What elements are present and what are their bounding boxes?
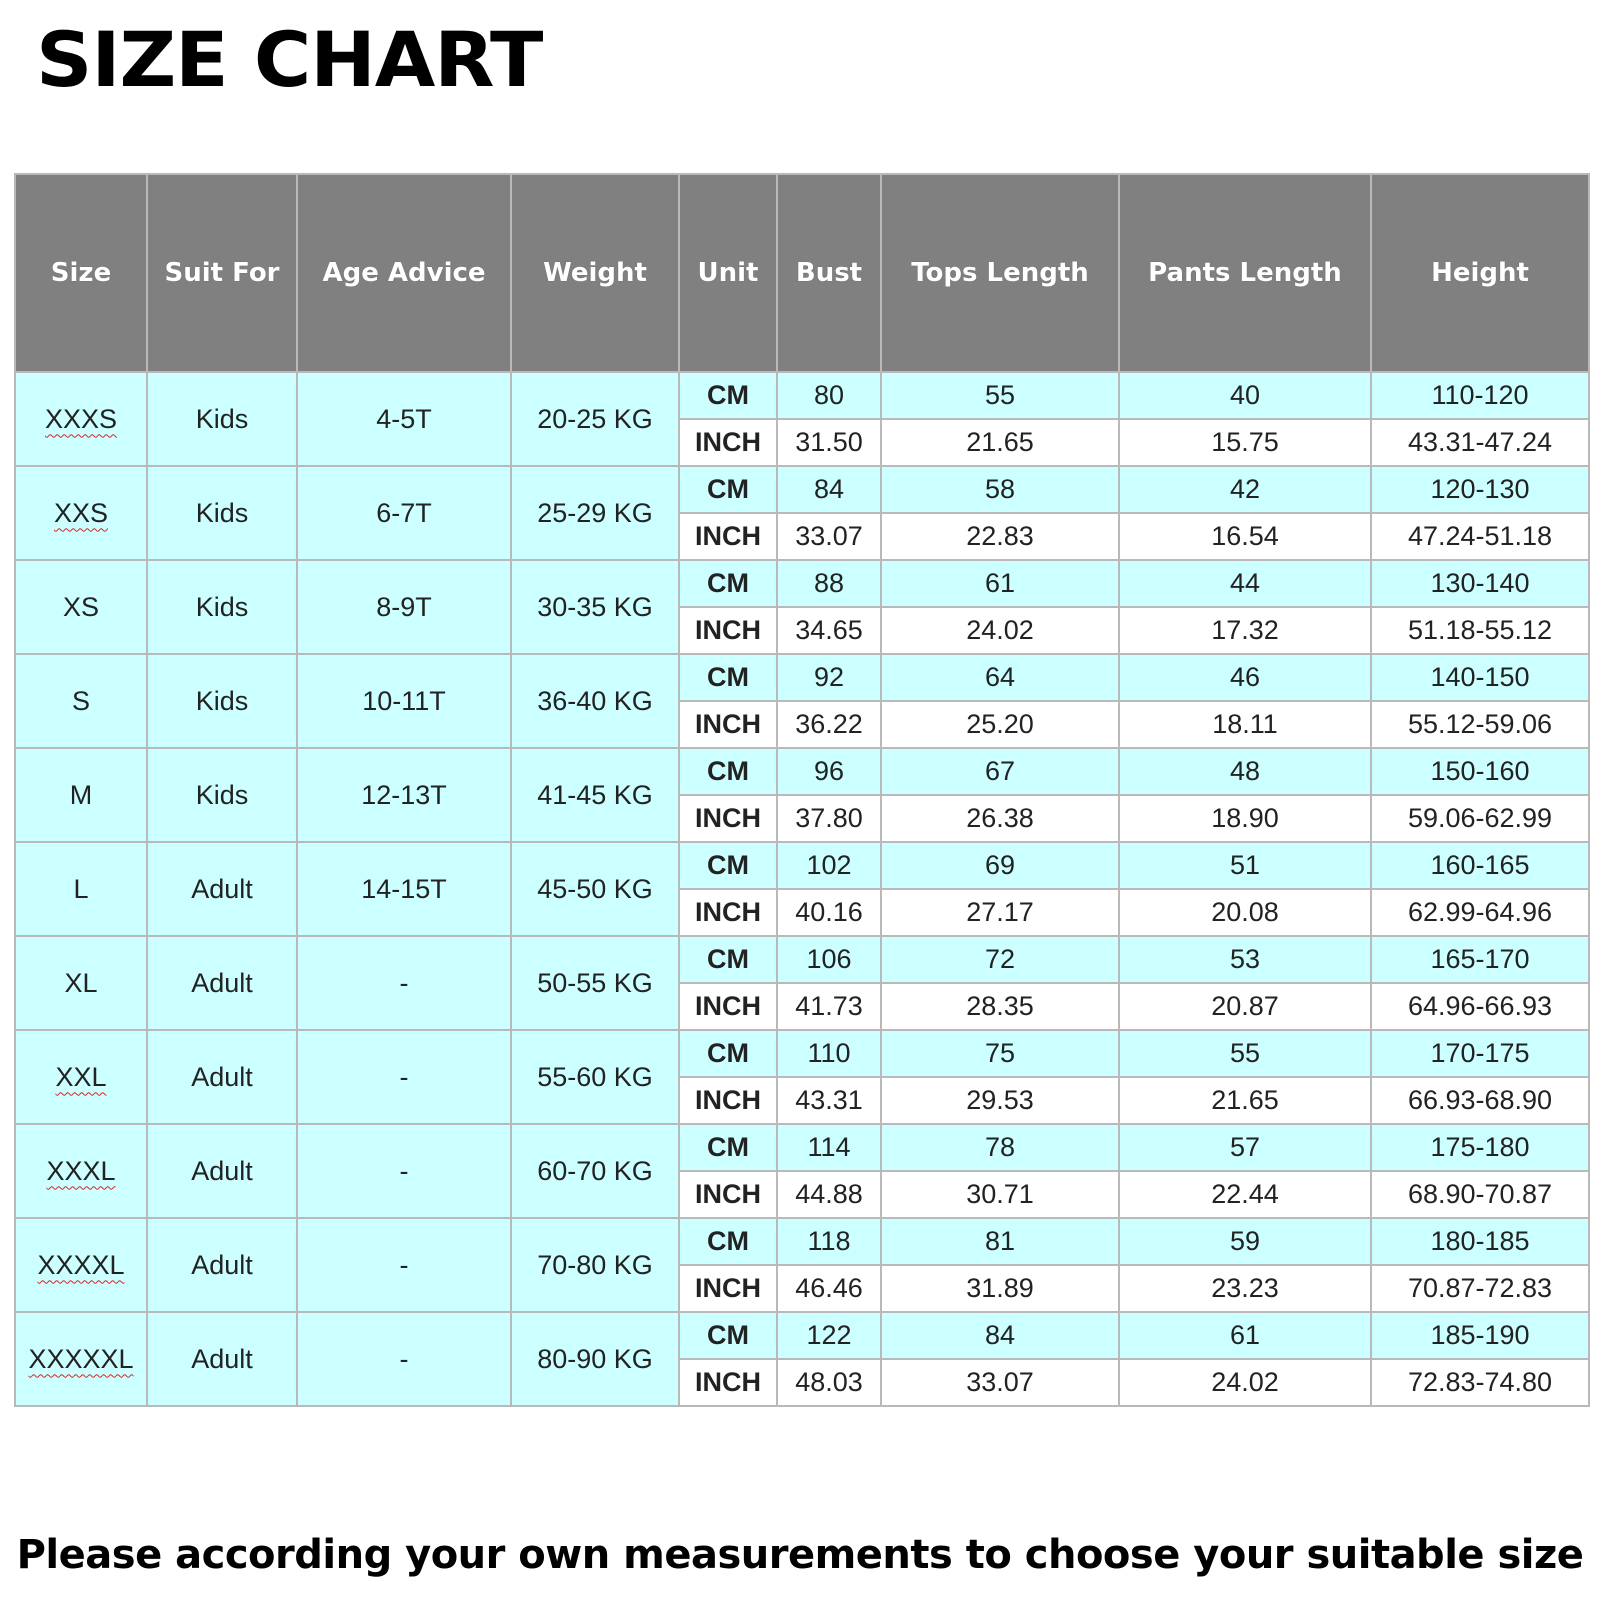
size-label: XXXS	[44, 403, 118, 434]
table-header-row	[15, 174, 1589, 372]
size-cell	[15, 1124, 147, 1218]
unit-cell-cm: CM	[679, 748, 777, 795]
column-header-tops-length: Tops Length	[881, 174, 1119, 372]
bust-cell: 36.22	[777, 701, 881, 748]
bust-cell: 40.16	[777, 889, 881, 936]
height-cell: 120-130	[1371, 466, 1589, 513]
bust-cell: 102	[777, 842, 881, 889]
size-cell	[15, 372, 147, 466]
tops-length-cell: 64	[881, 654, 1119, 701]
pants-length-cell: 53	[1119, 936, 1371, 983]
age-advice-cell: -	[297, 1218, 511, 1312]
tops-length-cell: 75	[881, 1030, 1119, 1077]
table-row-cm	[15, 372, 1589, 419]
height-cell: 185-190	[1371, 1312, 1589, 1359]
pants-length-cell: 42	[1119, 466, 1371, 513]
column-header-weight: Weight	[511, 174, 679, 372]
size-label: M	[69, 779, 93, 810]
column-header-suit-for: Suit For	[147, 174, 297, 372]
pants-length-cell: 44	[1119, 560, 1371, 607]
age-advice-cell: 12-13T	[297, 748, 511, 842]
pants-length-cell: 22.44	[1119, 1171, 1371, 1218]
size-cell	[15, 1218, 147, 1312]
size-label: XS	[62, 591, 100, 622]
bust-cell: 106	[777, 936, 881, 983]
age-advice-cell: -	[297, 1030, 511, 1124]
table-row-cm	[15, 1218, 1589, 1265]
tops-length-cell: 58	[881, 466, 1119, 513]
bust-cell: 34.65	[777, 607, 881, 654]
unit-cell-inch: INCH	[679, 701, 777, 748]
age-advice-cell: -	[297, 936, 511, 1030]
weight-cell: 45-50 KG	[511, 842, 679, 936]
tops-length-cell: 30.71	[881, 1171, 1119, 1218]
unit-cell-inch: INCH	[679, 795, 777, 842]
height-cell: 62.99-64.96	[1371, 889, 1589, 936]
height-cell: 180-185	[1371, 1218, 1589, 1265]
pants-length-cell: 20.87	[1119, 983, 1371, 1030]
tops-length-cell: 25.20	[881, 701, 1119, 748]
weight-cell: 70-80 KG	[511, 1218, 679, 1312]
pants-length-cell: 15.75	[1119, 419, 1371, 466]
unit-cell-cm: CM	[679, 1030, 777, 1077]
bust-cell: 96	[777, 748, 881, 795]
suit-for-cell: Kids	[147, 372, 297, 466]
pants-length-cell: 24.02	[1119, 1359, 1371, 1406]
pants-length-cell: 46	[1119, 654, 1371, 701]
weight-cell: 25-29 KG	[511, 466, 679, 560]
tops-length-cell: 81	[881, 1218, 1119, 1265]
pants-length-cell: 40	[1119, 372, 1371, 419]
table-row-cm	[15, 466, 1589, 513]
height-cell: 64.96-66.93	[1371, 983, 1589, 1030]
height-cell: 47.24-51.18	[1371, 513, 1589, 560]
unit-cell-cm: CM	[679, 654, 777, 701]
table-row-cm	[15, 560, 1589, 607]
height-cell: 51.18-55.12	[1371, 607, 1589, 654]
size-cell	[15, 748, 147, 842]
pants-length-cell: 18.90	[1119, 795, 1371, 842]
tops-length-cell: 61	[881, 560, 1119, 607]
tops-length-cell: 72	[881, 936, 1119, 983]
unit-cell-cm: CM	[679, 842, 777, 889]
tops-length-cell: 29.53	[881, 1077, 1119, 1124]
bust-cell: 92	[777, 654, 881, 701]
tops-length-cell: 67	[881, 748, 1119, 795]
unit-cell-cm: CM	[679, 466, 777, 513]
unit-cell-cm: CM	[679, 936, 777, 983]
unit-cell-cm: CM	[679, 1312, 777, 1359]
age-advice-cell: 8-9T	[297, 560, 511, 654]
table-body	[15, 372, 1589, 1406]
pants-length-cell: 18.11	[1119, 701, 1371, 748]
unit-cell-inch: INCH	[679, 1171, 777, 1218]
bust-cell: 41.73	[777, 983, 881, 1030]
size-label: XXXL	[46, 1155, 116, 1186]
tops-length-cell: 84	[881, 1312, 1119, 1359]
pants-length-cell: 55	[1119, 1030, 1371, 1077]
tops-length-cell: 28.35	[881, 983, 1119, 1030]
bust-cell: 110	[777, 1030, 881, 1077]
suit-for-cell: Kids	[147, 654, 297, 748]
bust-cell: 37.80	[777, 795, 881, 842]
pants-length-cell: 48	[1119, 748, 1371, 795]
tops-length-cell: 22.83	[881, 513, 1119, 560]
pants-length-cell: 57	[1119, 1124, 1371, 1171]
size-cell	[15, 560, 147, 654]
suit-for-cell: Kids	[147, 466, 297, 560]
weight-cell: 60-70 KG	[511, 1124, 679, 1218]
size-label: L	[73, 873, 89, 904]
column-header-bust: Bust	[777, 174, 881, 372]
unit-cell-cm: CM	[679, 372, 777, 419]
suit-for-cell: Kids	[147, 748, 297, 842]
height-cell: 55.12-59.06	[1371, 701, 1589, 748]
suit-for-cell: Adult	[147, 936, 297, 1030]
pants-length-cell: 51	[1119, 842, 1371, 889]
age-advice-cell: 4-5T	[297, 372, 511, 466]
bust-cell: 31.50	[777, 419, 881, 466]
height-cell: 59.06-62.99	[1371, 795, 1589, 842]
bust-cell: 88	[777, 560, 881, 607]
pants-length-cell: 16.54	[1119, 513, 1371, 560]
table-row-cm	[15, 842, 1589, 889]
weight-cell: 41-45 KG	[511, 748, 679, 842]
bust-cell: 43.31	[777, 1077, 881, 1124]
table-row-cm	[15, 1312, 1589, 1359]
weight-cell: 20-25 KG	[511, 372, 679, 466]
unit-cell-inch: INCH	[679, 607, 777, 654]
tops-length-cell: 21.65	[881, 419, 1119, 466]
height-cell: 140-150	[1371, 654, 1589, 701]
unit-cell-inch: INCH	[679, 513, 777, 560]
height-cell: 43.31-47.24	[1371, 419, 1589, 466]
size-cell	[15, 1312, 147, 1406]
pants-length-cell: 21.65	[1119, 1077, 1371, 1124]
bust-cell: 44.88	[777, 1171, 881, 1218]
height-cell: 72.83-74.80	[1371, 1359, 1589, 1406]
height-cell: 66.93-68.90	[1371, 1077, 1589, 1124]
pants-length-cell: 20.08	[1119, 889, 1371, 936]
unit-cell-cm: CM	[679, 1124, 777, 1171]
weight-cell: 50-55 KG	[511, 936, 679, 1030]
bust-cell: 114	[777, 1124, 881, 1171]
age-advice-cell: 6-7T	[297, 466, 511, 560]
size-label: XXL	[55, 1061, 107, 1092]
suit-for-cell: Adult	[147, 1030, 297, 1124]
weight-cell: 55-60 KG	[511, 1030, 679, 1124]
column-header-size: Size	[15, 174, 147, 372]
height-cell: 68.90-70.87	[1371, 1171, 1589, 1218]
size-label: XXS	[53, 497, 109, 528]
height-cell: 150-160	[1371, 748, 1589, 795]
unit-cell-inch: INCH	[679, 983, 777, 1030]
suit-for-cell: Adult	[147, 1312, 297, 1406]
height-cell: 175-180	[1371, 1124, 1589, 1171]
suit-for-cell: Adult	[147, 1218, 297, 1312]
size-label: XXXXL	[37, 1249, 125, 1280]
unit-cell-inch: INCH	[679, 1265, 777, 1312]
bust-cell: 46.46	[777, 1265, 881, 1312]
weight-cell: 36-40 KG	[511, 654, 679, 748]
tops-length-cell: 33.07	[881, 1359, 1119, 1406]
column-header-height: Height	[1371, 174, 1589, 372]
pants-length-cell: 61	[1119, 1312, 1371, 1359]
bust-cell: 118	[777, 1218, 881, 1265]
size-chart-table-container	[14, 173, 1590, 1407]
size-cell	[15, 842, 147, 936]
age-advice-cell: 10-11T	[297, 654, 511, 748]
suit-for-cell: Kids	[147, 560, 297, 654]
pants-length-cell: 59	[1119, 1218, 1371, 1265]
age-advice-cell: 14-15T	[297, 842, 511, 936]
table-row-cm	[15, 654, 1589, 701]
unit-cell-cm: CM	[679, 1218, 777, 1265]
tops-length-cell: 24.02	[881, 607, 1119, 654]
size-label: S	[71, 685, 90, 716]
page-title: SIZE CHART	[36, 15, 543, 104]
tops-length-cell: 27.17	[881, 889, 1119, 936]
tops-length-cell: 69	[881, 842, 1119, 889]
unit-cell-inch: INCH	[679, 419, 777, 466]
column-header-unit: Unit	[679, 174, 777, 372]
footer-note: Please according your own measurements to choose your suitable size	[16, 1532, 1584, 1578]
tops-length-cell: 78	[881, 1124, 1119, 1171]
unit-cell-cm: CM	[679, 560, 777, 607]
column-header-pants-length: Pants Length	[1119, 174, 1371, 372]
age-advice-cell: -	[297, 1124, 511, 1218]
size-cell	[15, 1030, 147, 1124]
column-header-age-advice: Age Advice	[297, 174, 511, 372]
height-cell: 160-165	[1371, 842, 1589, 889]
unit-cell-inch: INCH	[679, 1077, 777, 1124]
table-row-cm	[15, 1030, 1589, 1077]
unit-cell-inch: INCH	[679, 889, 777, 936]
suit-for-cell: Adult	[147, 842, 297, 936]
age-advice-cell: -	[297, 1312, 511, 1406]
bust-cell: 84	[777, 466, 881, 513]
size-cell	[15, 936, 147, 1030]
height-cell: 130-140	[1371, 560, 1589, 607]
tops-length-cell: 55	[881, 372, 1119, 419]
size-cell	[15, 466, 147, 560]
table-row-cm	[15, 936, 1589, 983]
tops-length-cell: 31.89	[881, 1265, 1119, 1312]
table-row-cm	[15, 748, 1589, 795]
weight-cell: 80-90 KG	[511, 1312, 679, 1406]
height-cell: 170-175	[1371, 1030, 1589, 1077]
bust-cell: 48.03	[777, 1359, 881, 1406]
height-cell: 165-170	[1371, 936, 1589, 983]
suit-for-cell: Adult	[147, 1124, 297, 1218]
bust-cell: 122	[777, 1312, 881, 1359]
height-cell: 110-120	[1371, 372, 1589, 419]
size-cell	[15, 654, 147, 748]
size-label: XL	[64, 967, 98, 998]
pants-length-cell: 17.32	[1119, 607, 1371, 654]
bust-cell: 80	[777, 372, 881, 419]
bust-cell: 33.07	[777, 513, 881, 560]
unit-cell-inch: INCH	[679, 1359, 777, 1406]
height-cell: 70.87-72.83	[1371, 1265, 1589, 1312]
tops-length-cell: 26.38	[881, 795, 1119, 842]
pants-length-cell: 23.23	[1119, 1265, 1371, 1312]
weight-cell: 30-35 KG	[511, 560, 679, 654]
size-label: XXXXXL	[28, 1343, 134, 1374]
table-row-cm	[15, 1124, 1589, 1171]
size-chart-table	[14, 173, 1590, 1407]
